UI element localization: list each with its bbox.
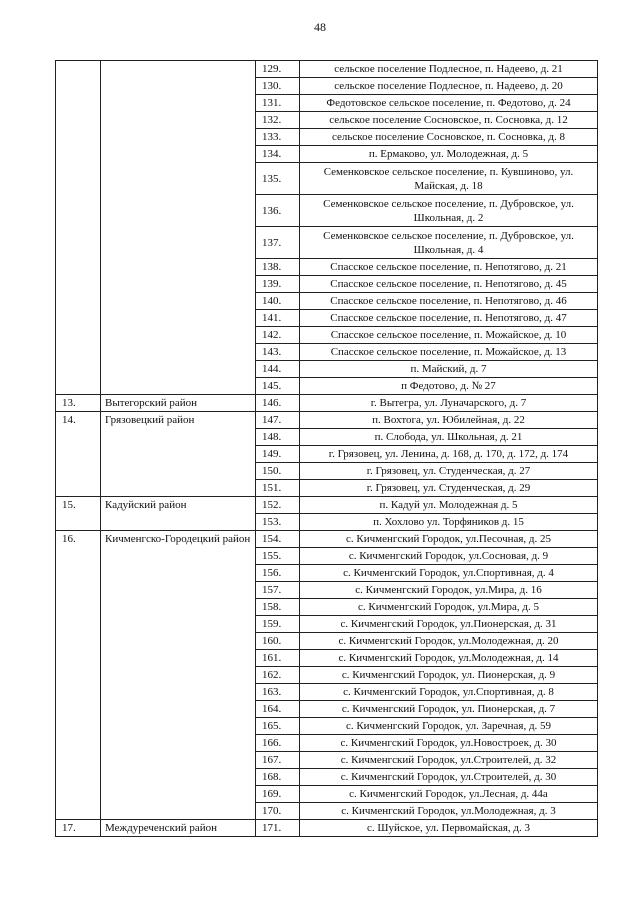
address-cell: с. Кичменгский Городок, ул.Строителей, д. 32 — [300, 752, 598, 769]
address-cell: Спасское сельское поселение, п. Можайское, д. 10 — [300, 327, 598, 344]
row-number: 133. — [256, 129, 300, 146]
address-cell: Спасское сельское поселение, п. Непотягово, д. 45 — [300, 276, 598, 293]
row-number: 166. — [256, 735, 300, 752]
address-cell: п. Слобода, ул. Школьная, д. 21 — [300, 429, 598, 446]
table-row — [56, 497, 598, 514]
address-cell: сельское поселение Сосновское, п. Сосновка, д. 12 — [300, 112, 598, 129]
address-table — [55, 60, 598, 837]
district-number: 13. — [56, 395, 101, 412]
row-number: 135. — [256, 163, 300, 195]
district-number: 15. — [56, 497, 101, 531]
row-number: 161. — [256, 650, 300, 667]
district-name: Кичменгско-Городецкий район — [101, 531, 256, 820]
address-cell: п. Майский, д. 7 — [300, 361, 598, 378]
address-cell: с. Кичменгский Городок, ул.Лесная, д. 44а — [300, 786, 598, 803]
row-number: 132. — [256, 112, 300, 129]
district-number: 14. — [56, 412, 101, 497]
row-number: 164. — [256, 701, 300, 718]
address-cell: п. Вохтога, ул. Юбилейная, д. 22 — [300, 412, 598, 429]
row-number: 162. — [256, 667, 300, 684]
address-cell: с. Кичменгский Городок, ул.Мира, д. 16 — [300, 582, 598, 599]
table-row — [56, 531, 598, 548]
row-number: 130. — [256, 78, 300, 95]
address-cell: с. Кичменгский Городок, ул. Заречная, д. 59 — [300, 718, 598, 735]
table-row — [56, 61, 598, 78]
district-name: Вытегорский район — [101, 395, 256, 412]
district-number — [56, 61, 101, 395]
row-number: 163. — [256, 684, 300, 701]
row-number: 154. — [256, 531, 300, 548]
address-cell: сельское поселение Подлесное, п. Надеево, д. 20 — [300, 78, 598, 95]
address-cell: с. Шуйское, ул. Первомайская, д. 3 — [300, 820, 598, 837]
address-cell: п. Хохлово ул. Торфяников д. 15 — [300, 514, 598, 531]
row-number: 155. — [256, 548, 300, 565]
row-number: 168. — [256, 769, 300, 786]
row-number: 134. — [256, 146, 300, 163]
row-number: 140. — [256, 293, 300, 310]
row-number: 156. — [256, 565, 300, 582]
row-number: 169. — [256, 786, 300, 803]
row-number: 141. — [256, 310, 300, 327]
row-number: 139. — [256, 276, 300, 293]
address-cell: с. Кичменгский Городок, ул.Молодежная, д. 3 — [300, 803, 598, 820]
address-cell: с. Кичменгский Городок, ул. Пионерская, д. 7 — [300, 701, 598, 718]
address-cell: с. Кичменгский Городок, ул.Спортивная, д. 8 — [300, 684, 598, 701]
table-row — [56, 395, 598, 412]
table-row — [56, 820, 598, 837]
row-number: 151. — [256, 480, 300, 497]
row-number: 138. — [256, 259, 300, 276]
address-cell: Семенковское сельское поселение, п. Дубровское, ул. Школьная, д. 2 — [300, 195, 598, 227]
district-number: 17. — [56, 820, 101, 837]
row-number: 136. — [256, 195, 300, 227]
address-cell: сельское поселение Сосновское, п. Сосновка, д. 8 — [300, 129, 598, 146]
row-number: 165. — [256, 718, 300, 735]
address-cell: с. Кичменгский Городок, ул.Мира, д. 5 — [300, 599, 598, 616]
address-cell: г. Грязовец, ул. Ленина, д. 168, д. 170, д. 172, д. 174 — [300, 446, 598, 463]
row-number: 170. — [256, 803, 300, 820]
address-cell: п. Ермаково, ул. Молодежная, д. 5 — [300, 146, 598, 163]
row-number: 157. — [256, 582, 300, 599]
row-number: 171. — [256, 820, 300, 837]
row-number: 142. — [256, 327, 300, 344]
table-row — [56, 412, 598, 429]
address-cell: с. Кичменгский Городок, ул. Пионерская, д. 9 — [300, 667, 598, 684]
address-cell: Семенковское сельское поселение, п. Кувшиново, ул. Майская, д. 18 — [300, 163, 598, 195]
row-number: 131. — [256, 95, 300, 112]
row-number: 153. — [256, 514, 300, 531]
row-number: 150. — [256, 463, 300, 480]
row-number: 129. — [256, 61, 300, 78]
row-number: 152. — [256, 497, 300, 514]
address-cell: с. Кичменгский Городок, ул.Сосновая, д. 9 — [300, 548, 598, 565]
address-cell: г. Грязовец, ул. Студенческая, д. 27 — [300, 463, 598, 480]
address-cell: с. Кичменгский Городок, ул.Молодежная, д. 20 — [300, 633, 598, 650]
address-cell: с. Кичменгский Городок, ул.Пионерская, д. 31 — [300, 616, 598, 633]
address-cell: Спасское сельское поселение, п. Можайское, д. 13 — [300, 344, 598, 361]
district-name — [101, 61, 256, 395]
address-table-body — [56, 61, 598, 837]
row-number: 158. — [256, 599, 300, 616]
address-cell: Спасское сельское поселение, п. Непотягово, д. 47 — [300, 310, 598, 327]
address-cell: Федотовское сельское поселение, п. Федотово, д. 24 — [300, 95, 598, 112]
address-cell: г. Грязовец, ул. Студенческая, д. 29 — [300, 480, 598, 497]
address-cell: Спасское сельское поселение, п. Непотягово, д. 21 — [300, 259, 598, 276]
address-cell: с. Кичменгский Городок, ул.Строителей, д. 30 — [300, 769, 598, 786]
row-number: 149. — [256, 446, 300, 463]
address-cell: Семенковское сельское поселение, п. Дубровское, ул. Школьная, д. 4 — [300, 227, 598, 259]
address-cell: Спасское сельское поселение, п. Непотягово, д. 46 — [300, 293, 598, 310]
address-cell: сельское поселение Подлесное, п. Надеево, д. 21 — [300, 61, 598, 78]
district-number: 16. — [56, 531, 101, 820]
address-cell: с. Кичменгский Городок, ул.Песочная, д. 25 — [300, 531, 598, 548]
row-number: 143. — [256, 344, 300, 361]
row-number: 167. — [256, 752, 300, 769]
row-number: 147. — [256, 412, 300, 429]
row-number: 160. — [256, 633, 300, 650]
row-number: 148. — [256, 429, 300, 446]
row-number: 159. — [256, 616, 300, 633]
address-cell: г. Вытегра, ул. Луначарского, д. 7 — [300, 395, 598, 412]
address-cell: п Федотово, д. № 27 — [300, 378, 598, 395]
district-name: Грязовецкий район — [101, 412, 256, 497]
row-number: 144. — [256, 361, 300, 378]
row-number: 137. — [256, 227, 300, 259]
district-name: Кадуйский район — [101, 497, 256, 531]
row-number: 146. — [256, 395, 300, 412]
address-cell: п. Кадуй ул. Молодежная д. 5 — [300, 497, 598, 514]
page-number: 48 — [314, 20, 326, 34]
district-name: Междуреченский район — [101, 820, 256, 837]
address-cell: с. Кичменгский Городок, ул.Спортивная, д. 4 — [300, 565, 598, 582]
address-cell: с. Кичменгский Городок, ул.Молодежная, д. 14 — [300, 650, 598, 667]
row-number: 145. — [256, 378, 300, 395]
address-cell: с. Кичменгский Городок, ул.Новостроек, д. 30 — [300, 735, 598, 752]
